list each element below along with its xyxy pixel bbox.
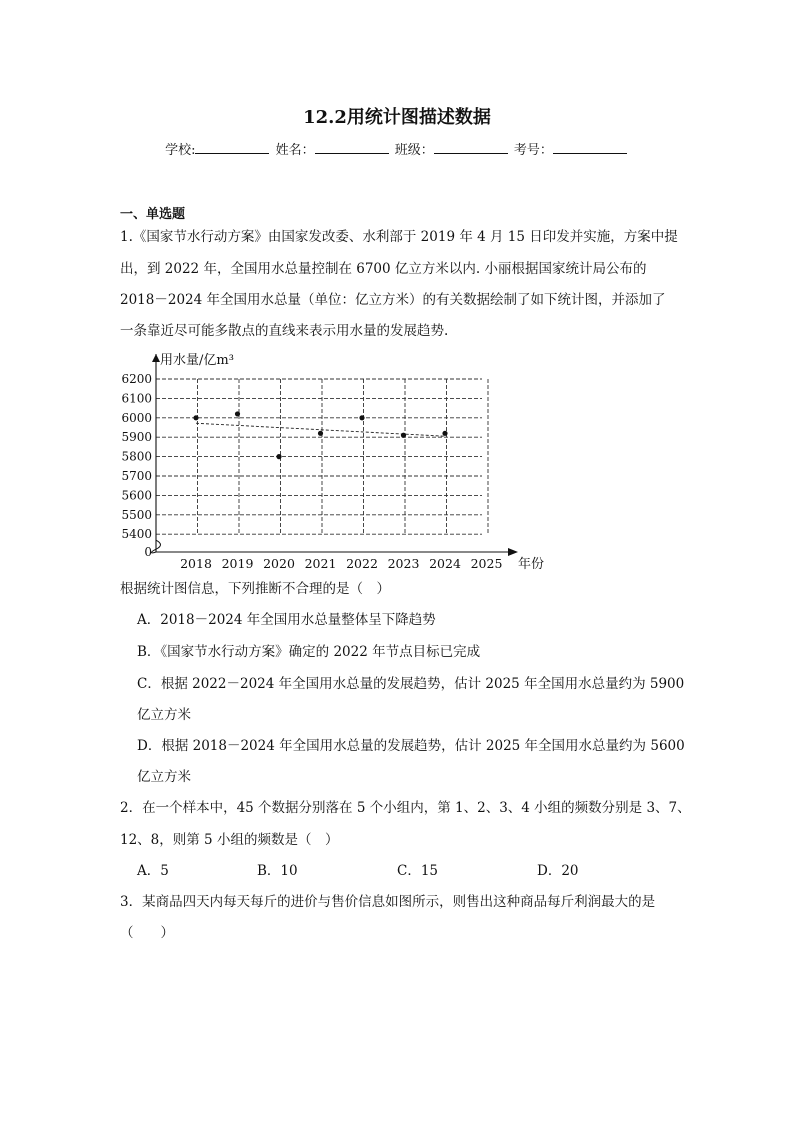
class-label: 班级： (394, 143, 434, 158)
name-label: 姓名： (275, 143, 315, 158)
x-axis-title: 年份 (518, 557, 545, 572)
x-tick-label: 2025 (470, 556, 503, 571)
y-tick-label: 6000 (121, 410, 152, 425)
x-tick-label: 2019 (221, 556, 254, 571)
q1-option-d-cont: 亿立方米 (137, 769, 191, 785)
q2-line-1: 2．在一个样本中，45 个数据分别落在 5 个小组内，第 1、2、3、4 小组的频数分别是 3、7、 (120, 800, 691, 816)
school-blank (195, 141, 269, 154)
water-usage-chart (110, 346, 550, 578)
y-tick-label: 0 (144, 545, 152, 559)
data-point-2020 (276, 454, 281, 459)
chart-grid (156, 379, 488, 534)
q2-option-d[interactable]: D．20 (537, 863, 579, 879)
q1-option-d[interactable]: D．根据 2018－2024 年全国用水总量的发展趋势，估计 2025 年全国用水总量约为 5600 (137, 738, 685, 754)
data-point-2021 (318, 431, 323, 436)
class-blank (434, 141, 508, 154)
q1-option-c-cont: 亿立方米 (137, 707, 191, 723)
chart-marks (193, 411, 447, 459)
q3-line-1: 3．某商品四天内每天每斤的进价与售价信息如图所示，则售出这种商品每斤利润最大的是 (120, 894, 656, 910)
q2-option-a[interactable]: A．5 (137, 863, 169, 879)
data-point-2024 (442, 431, 447, 436)
y-axis-title: 用水量/亿m³ (160, 353, 234, 368)
y-axis-arrow (152, 354, 160, 362)
y-tick-label: 6200 (121, 372, 152, 386)
data-point-2019 (235, 411, 240, 416)
x-axis-arrow (508, 548, 518, 556)
school-label: 学校: (165, 143, 196, 158)
q1-option-c[interactable]: C．根据 2022－2024 年全国用水总量的发展趋势，估计 2025 年全国用水总量约为 5900 (137, 676, 685, 692)
exam-number-label: 考号： (513, 143, 553, 158)
q1-option-a[interactable]: A．2018－2024 年全国用水总量整体呈下降趋势 (137, 612, 436, 628)
x-tick-label: 2020 (263, 556, 295, 571)
q1-line-1: 1.《国家节水行动方案》由国家发改委、水利部于 2019 年 4 月 15 日印发并实施，方案中提 (120, 229, 678, 245)
exam-number-blank (553, 141, 627, 154)
q1-line-4: 一条靠近尽可能多散点的直线来表示用水量的发展趋势. (120, 323, 449, 339)
y-tick-label: 5600 (121, 488, 152, 503)
y-tick-label: 5500 (121, 507, 152, 522)
q3-line-2: （ ） (120, 925, 174, 941)
section-heading: 一、单选题 (120, 207, 186, 222)
page-title: 12.2用统计图描述数据 (303, 107, 491, 128)
x-tick-label: 2021 (304, 556, 337, 571)
y-tick-label: 5800 (121, 449, 152, 464)
data-point-2023 (401, 433, 406, 438)
x-tick-label: 2023 (387, 556, 420, 571)
q2-option-c[interactable]: C．15 (397, 863, 439, 879)
data-point-2018 (193, 415, 198, 420)
student-info-row (0, 139, 794, 158)
chart-axes (152, 354, 519, 556)
q2-option-b[interactable]: B．10 (257, 863, 298, 879)
q1-question: 根据统计图信息，下列推断不合理的是（ ） (120, 581, 390, 597)
q1-option-b[interactable]: B．《国家节水行动方案》确定的 2022 年节点目标已完成 (137, 644, 481, 660)
q2-line-2: 12、8，则第 5 小组的频数是（ ） (120, 832, 339, 848)
y-tick-label: 5400 (121, 527, 152, 542)
x-tick-label: 2022 (346, 556, 378, 571)
q1-line-2: 出，到 2022 年，全国用水总量控制在 6700 亿立方米以内. 小丽根据国家统计局公布的 (120, 261, 647, 277)
y-tick-label: 6100 (121, 391, 152, 406)
x-tick-label: 2018 (180, 556, 212, 571)
q1-line-3: 2018－2024 年全国用水总量（单位：亿立方米）的有关数据绘制了如下统计图，并添加了 (120, 292, 666, 308)
chart-labels (121, 352, 544, 572)
x-tick-label: 2024 (429, 556, 461, 571)
data-point-2022 (359, 415, 364, 420)
name-blank (315, 141, 389, 154)
y-tick-label: 5900 (121, 430, 152, 445)
y-tick-label: 5700 (121, 469, 152, 483)
